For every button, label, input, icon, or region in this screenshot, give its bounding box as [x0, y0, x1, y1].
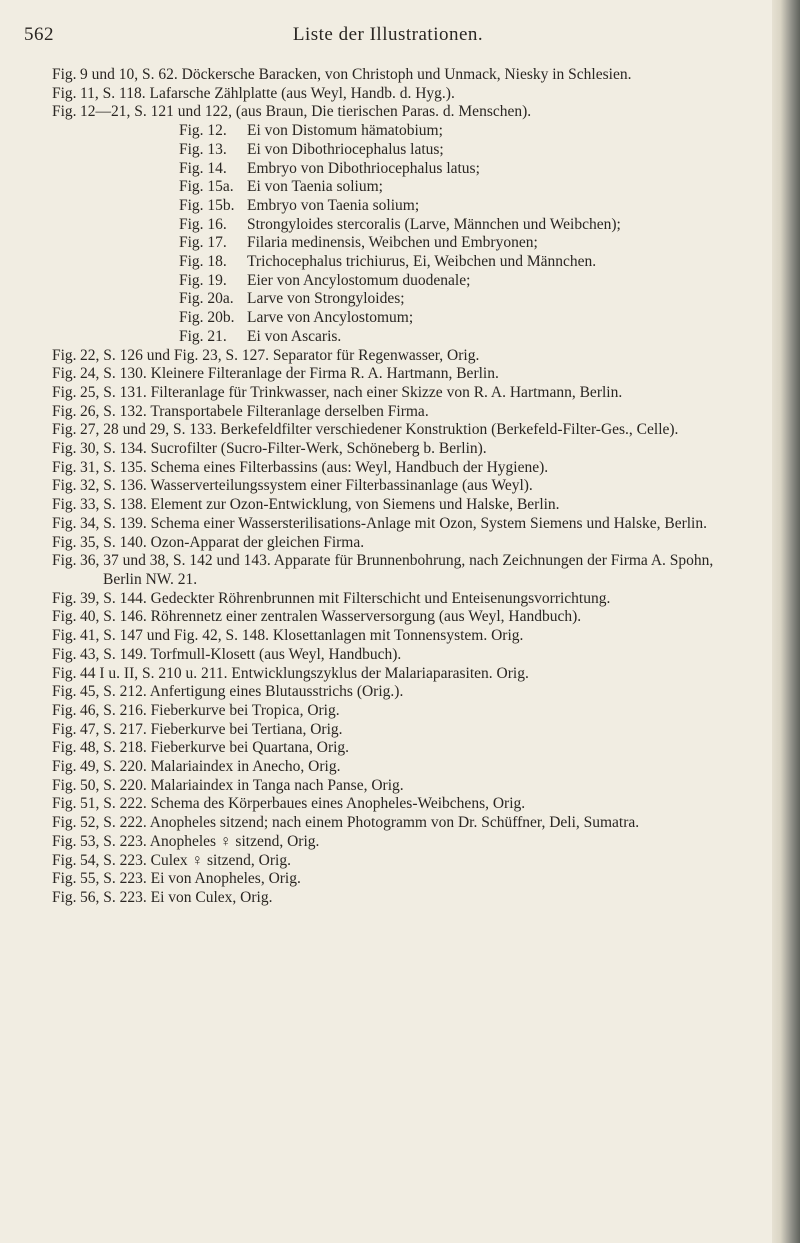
figure-description: 26, S. 132. Transportabele Filteranlage derselben Firma. [80, 402, 429, 420]
list-item [0, 309, 772, 328]
figure-label: Fig. [52, 103, 77, 121]
figure-description: 52, S. 222. Anopheles sitzend; nach einem Photogramm von Dr. Schüffner, Deli, Sumatra. [80, 814, 640, 832]
list-item [0, 160, 772, 179]
list-item [0, 795, 772, 814]
figure-description: Eier von Ancylostomum duodenale; [247, 271, 471, 289]
list-item [0, 253, 772, 272]
list-item [0, 421, 772, 440]
figure-description: 33, S. 138. Element zur Ozon-Entwicklung, von Siemens und Halske, Berlin. [80, 496, 560, 514]
list-item [0, 777, 772, 796]
figure-label: Fig. 17. [179, 234, 227, 252]
figure-label: Fig. [52, 683, 77, 701]
list-item [0, 758, 772, 777]
page-edge-shadow [772, 0, 800, 1243]
figure-description: 49, S. 220. Malariaindex in Anecho, Orig. [80, 758, 341, 776]
figure-label: Fig. 13. [179, 140, 227, 158]
figure-description: Larve von Ancylostomum; [247, 309, 414, 327]
figure-label: Fig. [52, 402, 77, 420]
figure-label: Fig. [52, 870, 77, 888]
figure-label: Fig. [52, 888, 77, 906]
figure-description: 41, S. 147 und Fig. 42, S. 148. Klosettanlagen mit Tonnensystem. Orig. [80, 627, 524, 645]
figure-description: 11, S. 118. Lafarsche Zählplatte (aus Weyl, Handb. d. Hyg.). [80, 84, 455, 102]
figure-description: 25, S. 131. Filteranlage für Trinkwasser, nach einer Skizze von R. A. Hartmann, Berlin. [80, 383, 623, 401]
figure-label: Fig. 21. [179, 327, 227, 345]
figure-label: Fig. 15b. [179, 196, 235, 214]
list-item [0, 870, 772, 889]
figure-label: Fig. [52, 589, 77, 607]
list-item [0, 440, 772, 459]
list-item [0, 852, 772, 871]
figure-description: 40, S. 146. Röhrennetz einer zentralen Wasserversorgung (aus Weyl, Handbuch). [80, 608, 582, 626]
list-item [0, 141, 772, 160]
figure-description: Ei von Distomum hämatobium; [247, 122, 443, 140]
list-item [0, 534, 772, 553]
figure-label: Fig. [52, 365, 77, 383]
figure-label: Fig. [52, 383, 77, 401]
list-item [0, 459, 772, 478]
list-item [0, 552, 772, 589]
figure-label: Fig. 15a. [179, 178, 234, 196]
list-item [0, 234, 772, 253]
list-item [0, 515, 772, 534]
figure-description: 54, S. 223. Culex ♀ sitzend, Orig. [80, 851, 291, 869]
figure-label: Fig. [52, 346, 77, 364]
figure-label: Fig. 12. [179, 122, 227, 140]
list-item [0, 496, 772, 515]
list-item [0, 122, 772, 141]
figure-label: Fig. [52, 533, 77, 551]
page-number: 562 [24, 24, 54, 45]
list-item [0, 590, 772, 609]
figure-label: Fig. [52, 627, 77, 645]
list-item [0, 272, 772, 291]
figure-label: Fig. [52, 795, 77, 813]
list-item [0, 66, 772, 85]
figure-description: Ei von Dibothriocephalus latus; [247, 140, 444, 158]
list-item [0, 665, 772, 684]
figure-description: Embryo von Dibothriocephalus latus; [247, 159, 480, 177]
figure-description: 53, S. 223. Anopheles ♀ sitzend, Orig. [80, 832, 320, 850]
list-item [0, 403, 772, 422]
figure-description: Filaria medinensis, Weibchen und Embryonen; [247, 234, 538, 252]
figure-description: 24, S. 130. Kleinere Filteranlage der Firma R. A. Hartmann, Berlin. [80, 365, 499, 383]
list-item [0, 608, 772, 627]
figure-label: Fig. 18. [179, 253, 227, 271]
list-item [0, 103, 772, 122]
figure-description: Larve von Strongyloides; [247, 290, 405, 308]
list-item [0, 365, 772, 384]
figure-description: 12—21, S. 121 und 122, (aus Braun, Die tierischen Paras. d. Menschen). [80, 103, 532, 121]
figure-label: Fig. [52, 851, 77, 869]
figure-description: 27, 28 und 29, S. 133. Berkefeldfilter verschiedener Konstruktion (Berkefeld-Filter-Ges., Celle). [80, 421, 679, 439]
figure-description: 30, S. 134. Sucrofilter (Sucro-Filter-Werk, Schöneberg b. Berlin). [80, 440, 487, 458]
running-title: Liste der Illustrationen. [292, 24, 484, 45]
list-item [0, 477, 772, 496]
figure-label: Fig. 16. [179, 215, 227, 233]
list-item [0, 178, 772, 197]
list-item [0, 646, 772, 665]
figure-label: Fig. [52, 739, 77, 757]
figure-label: Fig. [52, 701, 77, 719]
figure-description: 45, S. 212. Anfertigung eines Blutausstrichs (Orig.). [80, 683, 404, 701]
figure-description: 35, S. 140. Ozon-Apparat der gleichen Firma. [80, 533, 365, 551]
list-item [0, 290, 772, 309]
figure-description: 47, S. 217. Fieberkurve bei Tertiana, Orig. [80, 720, 343, 738]
figure-description: 34, S. 139. Schema einer Wassersterilisations-Anlage mit Ozon, System Siemens und Halske, Berlin. [80, 514, 707, 532]
figure-label: Fig. 19. [179, 271, 227, 289]
list-item [0, 721, 772, 740]
list-item [0, 384, 772, 403]
figure-label: Fig. [52, 832, 77, 850]
figure-label: Fig. 14. [179, 159, 227, 177]
list-item [0, 85, 772, 104]
figure-label: Fig. [52, 496, 77, 514]
figure-label: Fig. [52, 608, 77, 626]
list-item [0, 328, 772, 347]
figure-description: 9 und 10, S. 62. Döckersche Baracken, von Christoph und Unmack, Niesky in Schlesien. [80, 66, 632, 83]
figure-description: 31, S. 135. Schema eines Filterbassins (aus: Weyl, Handbuch der Hygiene). [80, 458, 549, 476]
figure-description: Trichocephalus trichiurus, Ei, Weibchen und Männchen. [247, 253, 597, 271]
figure-label: Fig. [52, 458, 77, 476]
figure-description: Ei von Taenia solium; [247, 178, 383, 196]
list-item [0, 702, 772, 721]
figure-label: Fig. [52, 814, 77, 832]
illustration-list [0, 66, 772, 908]
list-item [0, 739, 772, 758]
figure-description: 44 I u. II, S. 210 u. 211. Entwicklungszyklus der Malariaparasiten. Orig. [80, 664, 529, 682]
figure-description: 32, S. 136. Wasserverteilungssystem einer Filterbassinanlage (aus Weyl). [80, 477, 533, 495]
list-item [0, 197, 772, 216]
figure-description: Strongyloides stercoralis (Larve, Männchen und Weibchen); [247, 215, 621, 233]
figure-description: 51, S. 222. Schema des Körperbaues eines Anopheles-Weibchens, Orig. [80, 795, 526, 813]
figure-description: Embryo von Taenia solium; [247, 196, 420, 214]
figure-label: Fig. 20b. [179, 309, 235, 327]
figure-description: 46, S. 216. Fieberkurve bei Tropica, Orig. [80, 701, 340, 719]
figure-description: 48, S. 218. Fieberkurve bei Quartana, Orig. [80, 739, 350, 757]
list-item [0, 347, 772, 366]
figure-description: 43, S. 149. Torfmull-Klosett (aus Weyl, Handbuch). [80, 645, 402, 663]
page-header [24, 24, 752, 54]
figure-label: Fig. [52, 421, 77, 439]
figure-description: 50, S. 220. Malariaindex in Tanga nach Panse, Orig. [80, 776, 404, 794]
list-item [0, 216, 772, 235]
figure-label: Fig. [52, 776, 77, 794]
figure-label: Fig. 20a. [179, 290, 234, 308]
figure-label: Fig. [52, 645, 77, 663]
figure-label: Fig. [52, 758, 77, 776]
list-item [0, 833, 772, 852]
figure-description: 22, S. 126 und Fig. 23, S. 127. Separator für Regenwasser, Orig. [80, 346, 480, 364]
figure-label: Fig. [52, 66, 77, 83]
list-item [0, 889, 772, 908]
figure-label: Fig. [52, 477, 77, 495]
figure-description: 39, S. 144. Gedeckter Röhrenbrunnen mit Filterschicht und Enteisenungsvorrichtung. [80, 589, 611, 607]
figure-label: Fig. [52, 552, 77, 570]
list-item [0, 683, 772, 702]
figure-description: 55, S. 223. Ei von Anopheles, Orig. [80, 870, 301, 888]
figure-label: Fig. [52, 514, 77, 532]
figure-label: Fig. [52, 720, 77, 738]
figure-label: Fig. [52, 664, 77, 682]
figure-description: 36, 37 und 38, S. 142 und 143. Apparate für Brunnenbohrung, nach Zeichnungen der Firma A. Spohn, Berlin NW. 21. [80, 552, 714, 588]
figure-label: Fig. [52, 84, 77, 102]
list-item [0, 627, 772, 646]
figure-description: Ei von Ascaris. [247, 327, 342, 345]
figure-label: Fig. [52, 440, 77, 458]
figure-description: 56, S. 223. Ei von Culex, Orig. [80, 888, 273, 906]
list-item [0, 814, 772, 833]
